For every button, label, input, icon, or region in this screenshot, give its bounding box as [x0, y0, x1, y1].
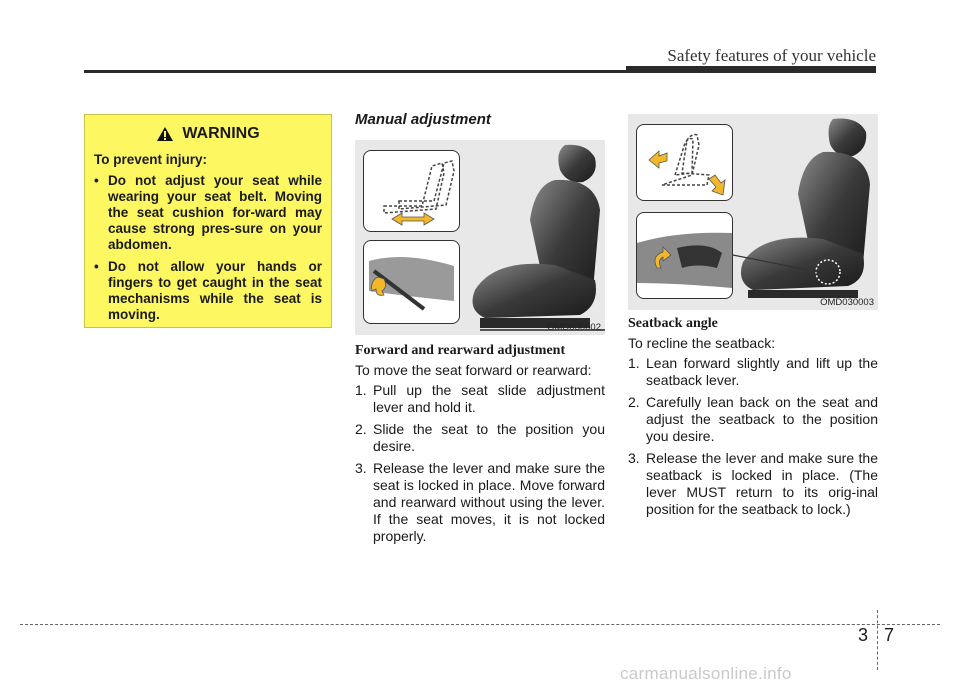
forward-rearward-intro: To move the seat forward or rearward:	[355, 362, 592, 378]
recline-lever-icon	[637, 213, 732, 298]
header-title: Safety features of your vehicle	[667, 46, 876, 65]
warning-box	[84, 114, 332, 328]
warning-item: • Do not adjust your seat while wearing your seat belt. Moving the seat cushion for-ward may cause strong pres-sure on your abdomen.	[94, 173, 322, 253]
seatback-intro: To recline the seatback:	[628, 335, 776, 351]
warning-title: WARNING	[182, 125, 260, 142]
recline-outline-icon	[637, 125, 732, 200]
seat-slide-figure	[355, 140, 605, 335]
seatback-figure	[628, 114, 878, 310]
forward-rearward-subheading: Forward and rearward adjustment	[355, 343, 566, 358]
step-item: 3. Release the lever and make sure the seatback is locked in place. (The lever MUST return to its orig-inal position for the seatback to lock.)	[628, 450, 878, 517]
watermark: carmanualsonline.info	[620, 664, 792, 683]
warning-list	[94, 173, 322, 323]
step-item: 1. Lean forward slightly and lift up the seatback lever.	[628, 355, 878, 388]
seat-outline-icon	[364, 151, 459, 231]
seat-motion-inset	[363, 150, 460, 232]
step-item: 2. Carefully lean back on the seat and adjust the seatback to the position you desire.	[628, 394, 878, 444]
step-item: 3. Release the lever and make sure the seat is locked in place. Move forward and rearward without using the lever. If the seat moves, it is not locked properly.	[355, 460, 605, 544]
recline-motion-inset	[636, 124, 733, 201]
step-item: 1. Pull up the seat slide adjustment lever and hold it.	[355, 382, 605, 415]
figure-code: OMD030002	[547, 322, 601, 333]
chapter-number: 3	[858, 625, 869, 645]
page-number: 7	[884, 625, 895, 645]
slide-lever-icon	[364, 241, 459, 323]
lever-inset	[363, 240, 460, 324]
recline-lever-inset	[636, 212, 733, 299]
seatback-steps	[628, 355, 878, 523]
step-item: 2. Slide the seat to the position you desire.	[355, 421, 605, 454]
warning-intro: To prevent injury:	[94, 152, 208, 167]
footer-divider	[877, 610, 878, 670]
warning-item: • Do not allow your hands or fingers to get caught in the seat mechanisms while the seat is moving.	[94, 259, 322, 323]
section-heading: Manual adjustment	[355, 111, 491, 128]
header-rule-accent	[626, 66, 876, 73]
footer-rule	[20, 624, 940, 625]
warning-icon	[156, 126, 174, 142]
forward-rearward-steps	[355, 382, 605, 550]
figure-code: OMD030003	[820, 297, 874, 308]
warning-header	[94, 125, 322, 143]
seatback-subheading: Seatback angle	[628, 316, 718, 331]
